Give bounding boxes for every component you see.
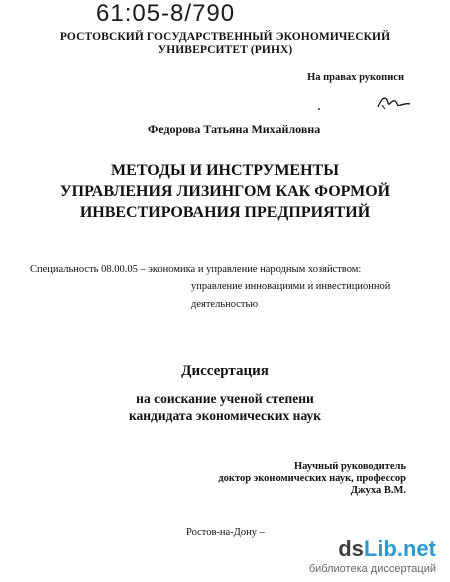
catalog-number-handwritten: 61:05-8/790	[96, 0, 236, 27]
degree-line-2: кандидата экономических наук	[128, 408, 322, 423]
watermark-brand-a: ds	[338, 536, 364, 561]
specialty-continuation	[191, 278, 390, 314]
author-name: Федорова Татьяна Михайловна	[148, 122, 321, 136]
university-name	[0, 31, 450, 57]
watermark-logo	[338, 536, 436, 562]
title-line-2: УПРАВЛЕНИЯ ЛИЗИНГОМ КАК ФОРМОЙ	[59, 183, 391, 200]
watermark-brand-b: Lib	[363, 536, 397, 561]
title-line-1: МЕТОДЫ И ИНСТРУМЕНТЫ	[111, 162, 339, 179]
specialty-line-3: деятельностью	[191, 299, 259, 310]
watermark-brand-c: .net	[396, 536, 436, 561]
watermark-tagline: библиотека диссертаций	[308, 563, 436, 575]
ink-dot	[318, 108, 320, 110]
university-line-2: УНИВЕРСИТЕТ (РИНХ)	[157, 44, 293, 56]
dissertation-title	[0, 160, 450, 223]
city-line: Ростов-на-Дону –	[186, 527, 265, 538]
advisor-line-2: доктор экономических наук, профессор	[218, 473, 406, 484]
degree-sought	[0, 390, 450, 424]
specialty-line-2: управление инновациями и инвестиционной	[191, 281, 391, 292]
degree-line-1: на соискание ученой степени	[136, 391, 314, 406]
advisor-line-1: Научный руководитель	[294, 461, 406, 472]
university-line-1: РОСТОВСКИЙ ГОСУДАРСТВЕННЫЙ ЭКОНОМИЧЕСКИЙ	[59, 31, 391, 43]
title-line-3: ИНВЕСТИРОВАНИЯ ПРЕДПРИЯТИЙ	[79, 204, 371, 221]
scientific-advisor	[218, 461, 406, 497]
manuscript-rights-label: На правах рукописи	[307, 72, 404, 83]
specialty-line: Специальность 08.00.05 – экономика и управление народным хозяйством:	[30, 264, 362, 275]
advisor-line-3: Джуха В.М.	[350, 485, 406, 496]
document-type: Диссертация	[181, 363, 269, 379]
signature-mark	[376, 93, 412, 111]
